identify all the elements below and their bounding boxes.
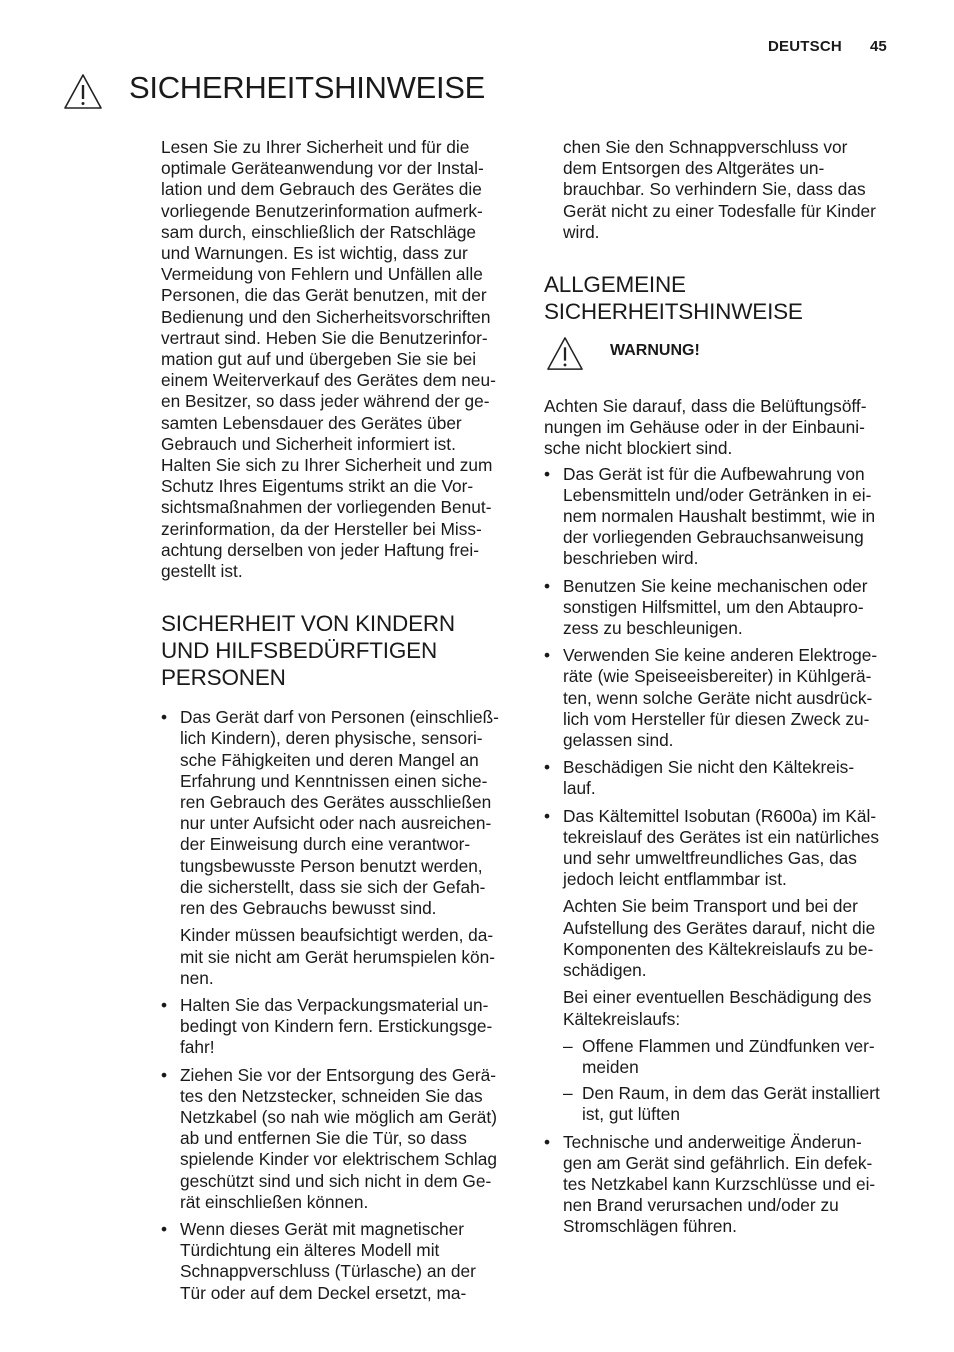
page-header-language: DEUTSCH <box>768 38 842 55</box>
left-column <box>161 137 519 1304</box>
list-item: • Das Gerät darf von Personen (einschließ- lich Kindern), deren physische, sensori- sche Fähigkeiten und deren Mangel an Erfahrung und Kenntnissen einen siche- ren Gebrauch des Gerätes ausschließen nur unter Aufsicht oder nach ausreichen- der Einweisung durch eine verantwor- tungsbewusste Person benutzt werden, die sicherstellt, dass sie sich der Gefah- ren des Gebrauchs bewusst sind. Kinder müssen beaufsichtigt werden, da- mit sie nicht am Gerät herumspielen kön- nen. <box>161 707 519 989</box>
right-column <box>544 137 900 1238</box>
list-item: – Offene Flammen und Zündfunken ver- meiden <box>563 1036 900 1078</box>
children-safety-list <box>161 707 519 1303</box>
page-number: 45 <box>870 38 887 55</box>
page-title: SICHERHEITSHINWEISE <box>129 70 486 105</box>
list-item: • Wenn dieses Gerät mit magnetischer Türdichtung ein älteres Modell mit Schnappverschluss (Türlasche) an der Tür oder auf dem Deckel ersetzt, ma- <box>161 1219 519 1304</box>
list-item: • Halten Sie das Verpackungsmaterial un- bedingt von Kindern fern. Erstickungsge- fahr! <box>161 995 519 1059</box>
warning-triangle-icon <box>63 73 103 111</box>
damage-steps-list <box>544 1036 900 1126</box>
list-item: • Benutzen Sie keine mechanischen oder sonstigen Hilfsmittel, um den Abtaupro- zess zu beschleunigen. <box>544 576 900 640</box>
section-heading-general-safety: ALLGEMEINE SICHERHEITSHINWEISE <box>544 272 803 325</box>
list-item: • Das Gerät ist für die Aufbewahrung von Lebensmitteln und/oder Getränken in ei- nem normalen Haushalt bestimmt, wie in der vorliegenden Gebrauchsanweisung beschrieben wird. <box>544 464 900 570</box>
warning-label: WARNUNG! <box>610 342 700 360</box>
list-item: • Technische und anderweitige Änderun- gen am Gerät sind gefährlich. Ein defek- tes Netzkabel kann Kurzschlüsse und ei- nen Brand verursachen und/oder zu Stromschlägen führen. <box>544 1132 900 1238</box>
section-heading-children-safety: SICHERHEIT VON KINDERN UND HILFSBEDÜRFTIGEN PERSONEN <box>161 611 455 691</box>
intro-paragraph: Lesen Sie zu Ihrer Sicherheit und für die optimale Geräteanwendung vor der Instal- lation und dem Gebrauch des Gerätes die vorliegende Benutzerinformation aufmerk- sam durch, einschließlich der Ratschläge und Warnungen. Es ist wichtig, dass zur Vermeidung von Fehlern und Unfällen alle Personen, die das Gerät benutzen, mit der Bedienung und den Sicherheitsvorschriften vertraut sind. Heben Sie die Benutzerinfor- mation gut auf und übergeben Sie sie bei einem Weiterverkauf des Gerätes dem neu- en Besitzer, so dass jeder während der ge- samten Lebensdauer des Gerätes über Gebrauch und Sicherheit informiert ist. Halten Sie sich zu Ihrer Sicherheit und zum Schutz Ihres Eigentums strikt an die Vor- sichtsmaßnahmen der vorliegenden Benut- zerinformation, da der Hersteller bei Miss- achtung derselben von jeder Haftung frei- gestellt ist. <box>161 137 496 582</box>
list-item: • Beschädigen Sie nicht den Kältekreis- lauf. <box>544 757 900 799</box>
warning-text: Achten Sie darauf, dass die Belüftungsöff- nungen im Gehäuse oder in der Einbauni- sche nicht blockiert sind. <box>544 396 867 459</box>
list-item-subparagraph: Bei einer eventuellen Beschädigung des Kältekreislaufs: <box>563 987 872 1029</box>
list-item: • Das Kältemittel Isobutan (R600a) im Käl- tekreislauf des Gerätes ist ein natürliches und sehr umweltfreundliches Gas, das jedoch leicht entflammbar ist. Achten Sie beim Transport und bei der Aufstellung des Gerätes darauf, nicht die Komponenten des Kältekreislaufs zu be- schädigen. Bei einer eventuellen Beschädigung des Kältekreislaufs: <box>544 806 900 1030</box>
list-item-subparagraph: Kinder müssen beaufsichtigt werden, da- mit sie nicht am Gerät herumspielen kön- nen. <box>180 925 496 988</box>
list-item: – Den Raum, in dem das Gerät installiert ist, gut lüften <box>563 1083 900 1125</box>
list-item: • Verwenden Sie keine anderen Elektroge- räte (wie Speiseeisbereiter) in Kühlgerä- ten, wenn solche Geräte nicht ausdrück- lich vom Hersteller für diesen Zweck zu- gelassen sind. <box>544 645 900 751</box>
general-safety-list <box>544 464 900 1030</box>
list-item: • Ziehen Sie vor der Entsorgung des Gerä- tes den Netzstecker, schneiden Sie das Netzkabel (so nah wie möglich am Gerät) ab und entfernen Sie die Tür, so dass spielende Kinder vor elektrischem Schlag geschützt sind und sich nicht in dem Ge- rät einschließen können. <box>161 1065 519 1213</box>
warning-triangle-icon <box>546 336 584 372</box>
continued-list-item-text: chen Sie den Schnappverschluss vor dem Entsorgen des Altgerätes un- brauchbar. So verhindern Sie, dass das Gerät nicht zu einer Todesfalle für Kinder wird. <box>563 137 876 242</box>
warning-box <box>544 340 900 382</box>
general-safety-list-continued <box>544 1132 900 1238</box>
list-item-subparagraph: Achten Sie beim Transport und bei der Aufstellung des Gerätes darauf, nicht die Komponenten des Kältekreislaufs zu be- schädigen. <box>563 896 876 981</box>
